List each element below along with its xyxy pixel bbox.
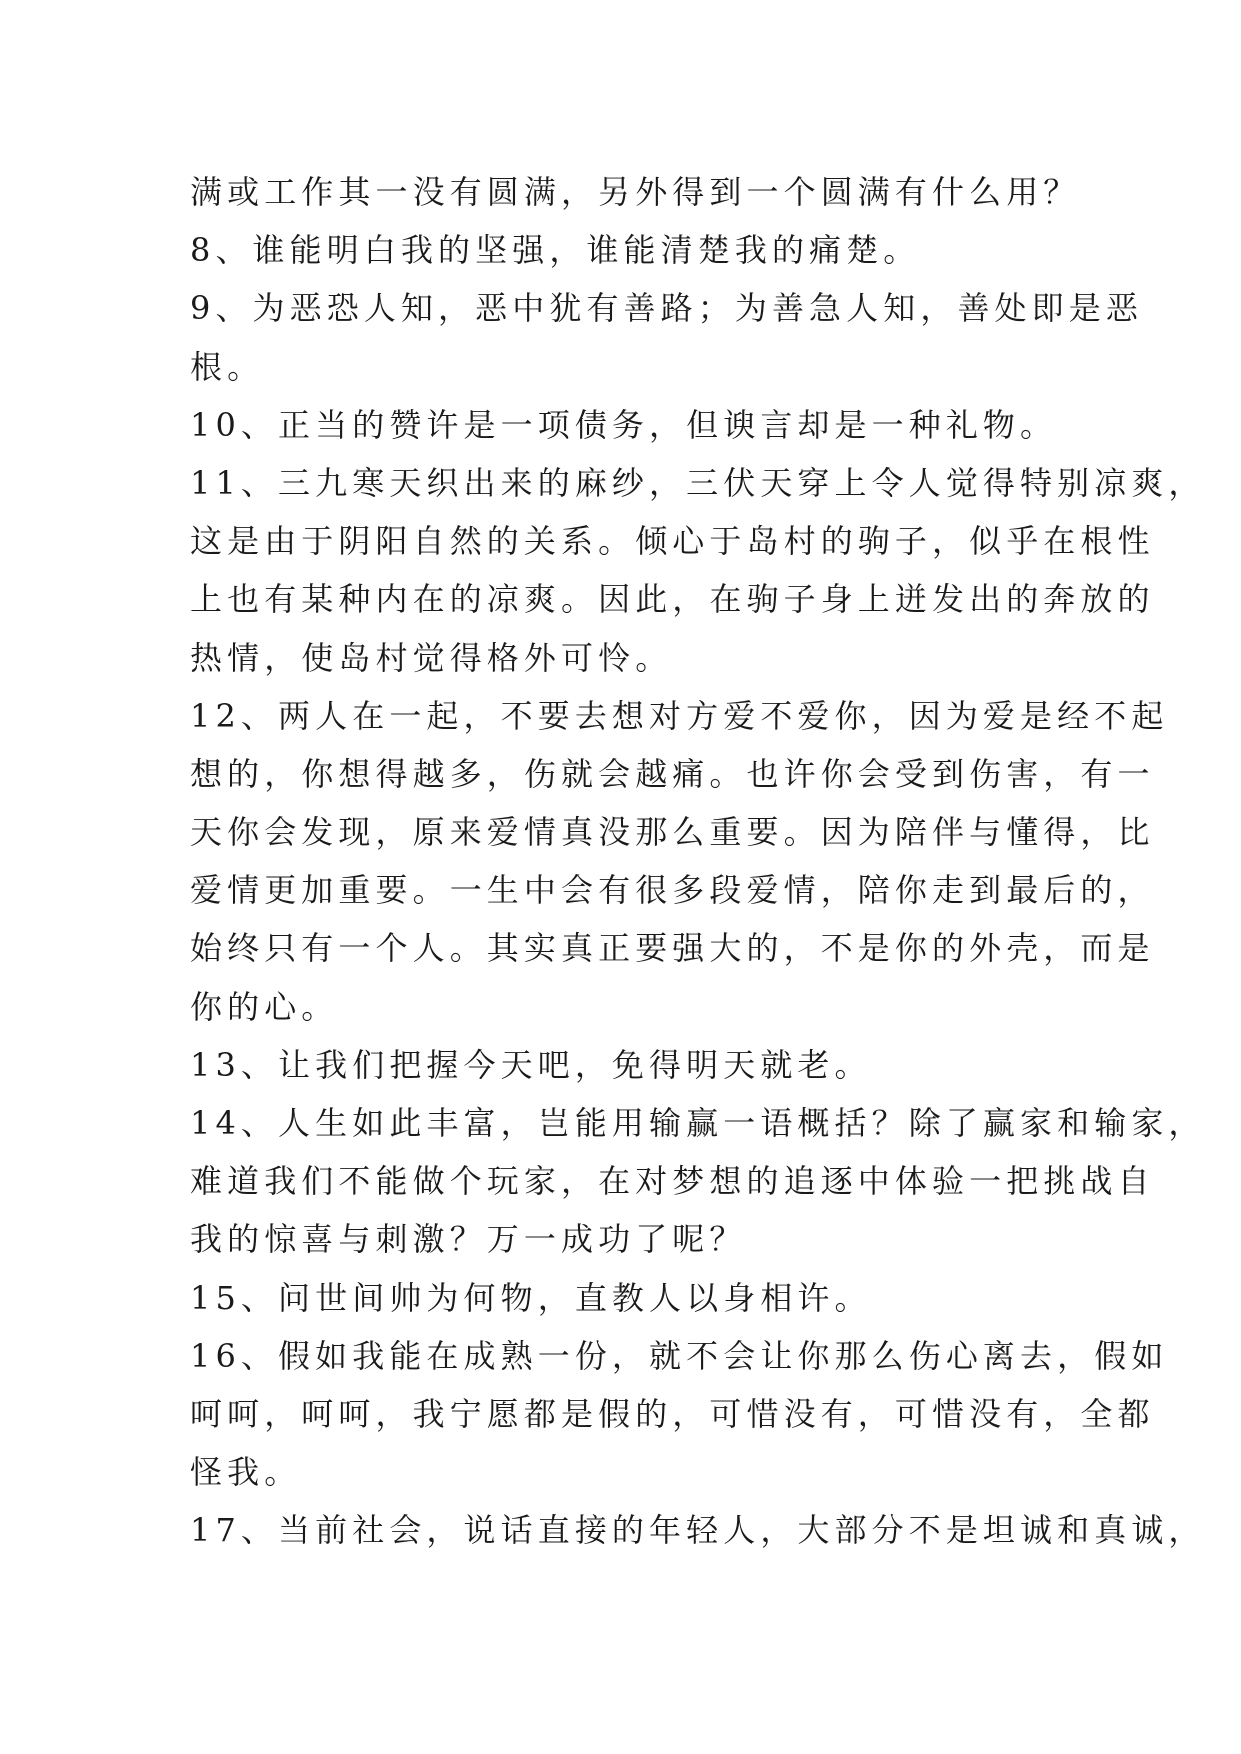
text-line: 这是由于阴阳自然的关系。倾心于岛村的驹子，似乎在根性 [190, 522, 1155, 561]
text-line: 始终只有一个人。其实真正要强大的，不是你的外壳，而是 [190, 929, 1155, 968]
text-line: 13、让我们把握今天吧，免得明天就老。 [190, 1045, 872, 1084]
text-line: 14、人生如此丰富，岂能用输赢一语概括？除了赢家和输家， [190, 1104, 1206, 1142]
text-line: 你的心。 [190, 987, 339, 1026]
text-line: 15、问世间帅为何物，直教人以身相许。 [190, 1278, 872, 1317]
body-text [190, 163, 1206, 1560]
text-line: 根。 [190, 347, 265, 386]
text-line: 难道我们不能做个玩家，在对梦想的追逐中体验一把挑战自 [190, 1162, 1155, 1201]
text-line: 想的，你想得越多，伤就会越痛。也许你会受到伤害，有一 [190, 754, 1155, 793]
text-line: 热情，使岛村觉得格外可怜。 [190, 638, 673, 677]
text-line: 天你会发现，原来爱情真没那么重要。因为陪伴与懂得，比 [190, 813, 1155, 852]
text-line: 8、谁能明白我的坚强，谁能清楚我的痛楚。 [190, 231, 921, 270]
text-line: 我的惊喜与刺激？万一成功了呢？ [190, 1220, 747, 1259]
text-line: 12、两人在一起，不要去想对方爱不爱你，因为爱是经不起 [190, 696, 1169, 735]
text-line: 爱情更加重要。一生中会有很多段爱情，陪你走到最后的， [190, 871, 1155, 910]
text-line: 16、假如我能在成熟一份，就不会让你那么伤心离去，假如 [190, 1336, 1169, 1375]
text-line: 呵呵，呵呵，我宁愿都是假的，可惜没有，可惜没有，全都 [190, 1394, 1155, 1433]
text-line: 上也有某种内在的凉爽。因此，在驹子身上迸发出的奔放的 [190, 580, 1155, 619]
text-line: 怪我。 [190, 1453, 302, 1492]
text-line: 11、三九寒天织出来的麻纱，三伏天穿上令人觉得特别凉爽， [190, 463, 1206, 502]
text-line: 10、正当的赞许是一项债务，但谀言却是一种礼物。 [190, 405, 1058, 444]
text-line: 17、当前社会，说话直接的年轻人，大部分不是坦诚和真诚， [190, 1511, 1206, 1550]
text-line: 9、为恶恐人知，恶中犹有善路；为善急人知，善处即是恶 [190, 289, 1143, 328]
text-line: 满或工作其一没有圆满，另外得到一个圆满有什么用？ [190, 173, 1081, 211]
